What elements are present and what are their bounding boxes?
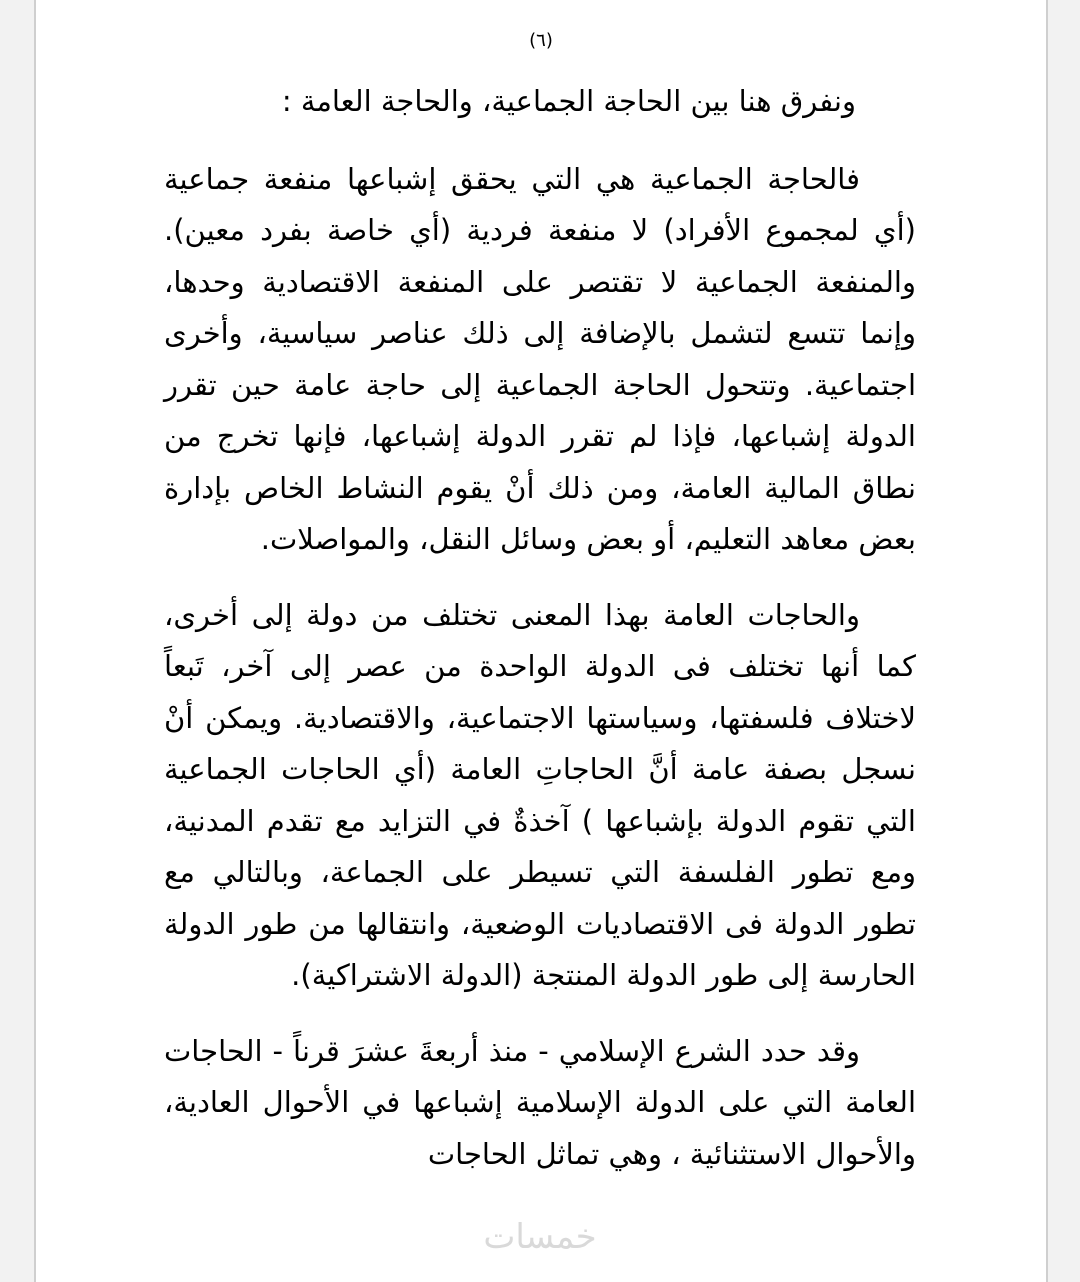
paragraph-1 — [164, 154, 916, 566]
section-heading: ونفرق هنا بين الحاجة الجماعية، والحاجة العامة : — [281, 84, 856, 118]
watermark: خمسات — [483, 1217, 597, 1257]
paragraph-3-text: وقد حدد الشرع الإسلامي - منذ أربعةَ عشرَ قرناً - الحاجات العامة التي على الدولة الإسلامية إشباعها في الأحوال العادية، والأحوال الاستثنائية ، وهي تماثل الحاجات — [164, 1033, 916, 1171]
paragraph-1-text: فالحاجة الجماعية هي التي يحقق إشباعها منفعة جماعية (أي لمجموع الأفراد) لا منفعة فردية (أي خاصة بفرد معين). والمنفعة الجماعية لا تقتصر على المنفعة الاقتصادية وحدها، وإنما تتسع لتشمل بالإضافة إلى ذلك عناصر سياسية، وأخرى اجتماعية. وتتحول الحاجة الجماعية إلى حاجة عامة حين تقرر الدولة إشباعها، فإذا لم تقرر الدولة إشباعها، فإنها تخرج من نطاق المالية العامة، ومن ذلك أنْ يقوم النشاط الخاص بإدارة بعض معاهد التعليم، أو بعض وسائل النقل، والمواصلات. — [164, 161, 916, 556]
document-page — [34, 0, 1048, 1282]
paragraph-3 — [164, 1026, 916, 1181]
paragraph-2 — [164, 590, 916, 1002]
document-body — [164, 76, 916, 1204]
page-number: (٦) — [529, 30, 553, 51]
paragraph-2-text: والحاجات العامة بهذا المعنى تختلف من دولة إلى أخرى، كما أنها تختلف فى الدولة الواحدة من عصر إلى آخر، تَبعاً لاختلاف فلسفتها، وسياستها الاجتماعية، والاقتصادية. ويمكن أنْ نسجل بصفة عامة أنَّ الحاجاتِ العامة (أي الحاجات الجماعية التي تقوم الدولة بإشباعها ) آخذةٌ في التزايد مع تقدم المدنية، ومع تطور الفلسفة التي تسيطر على الجماعة، وبالتالي مع تطور الدولة فى الاقتصاديات الوضعية، وانتقالها من طور الدولة الحارسة إلى طور الدولة المنتجة (الدولة الاشتراكية). — [164, 597, 916, 992]
